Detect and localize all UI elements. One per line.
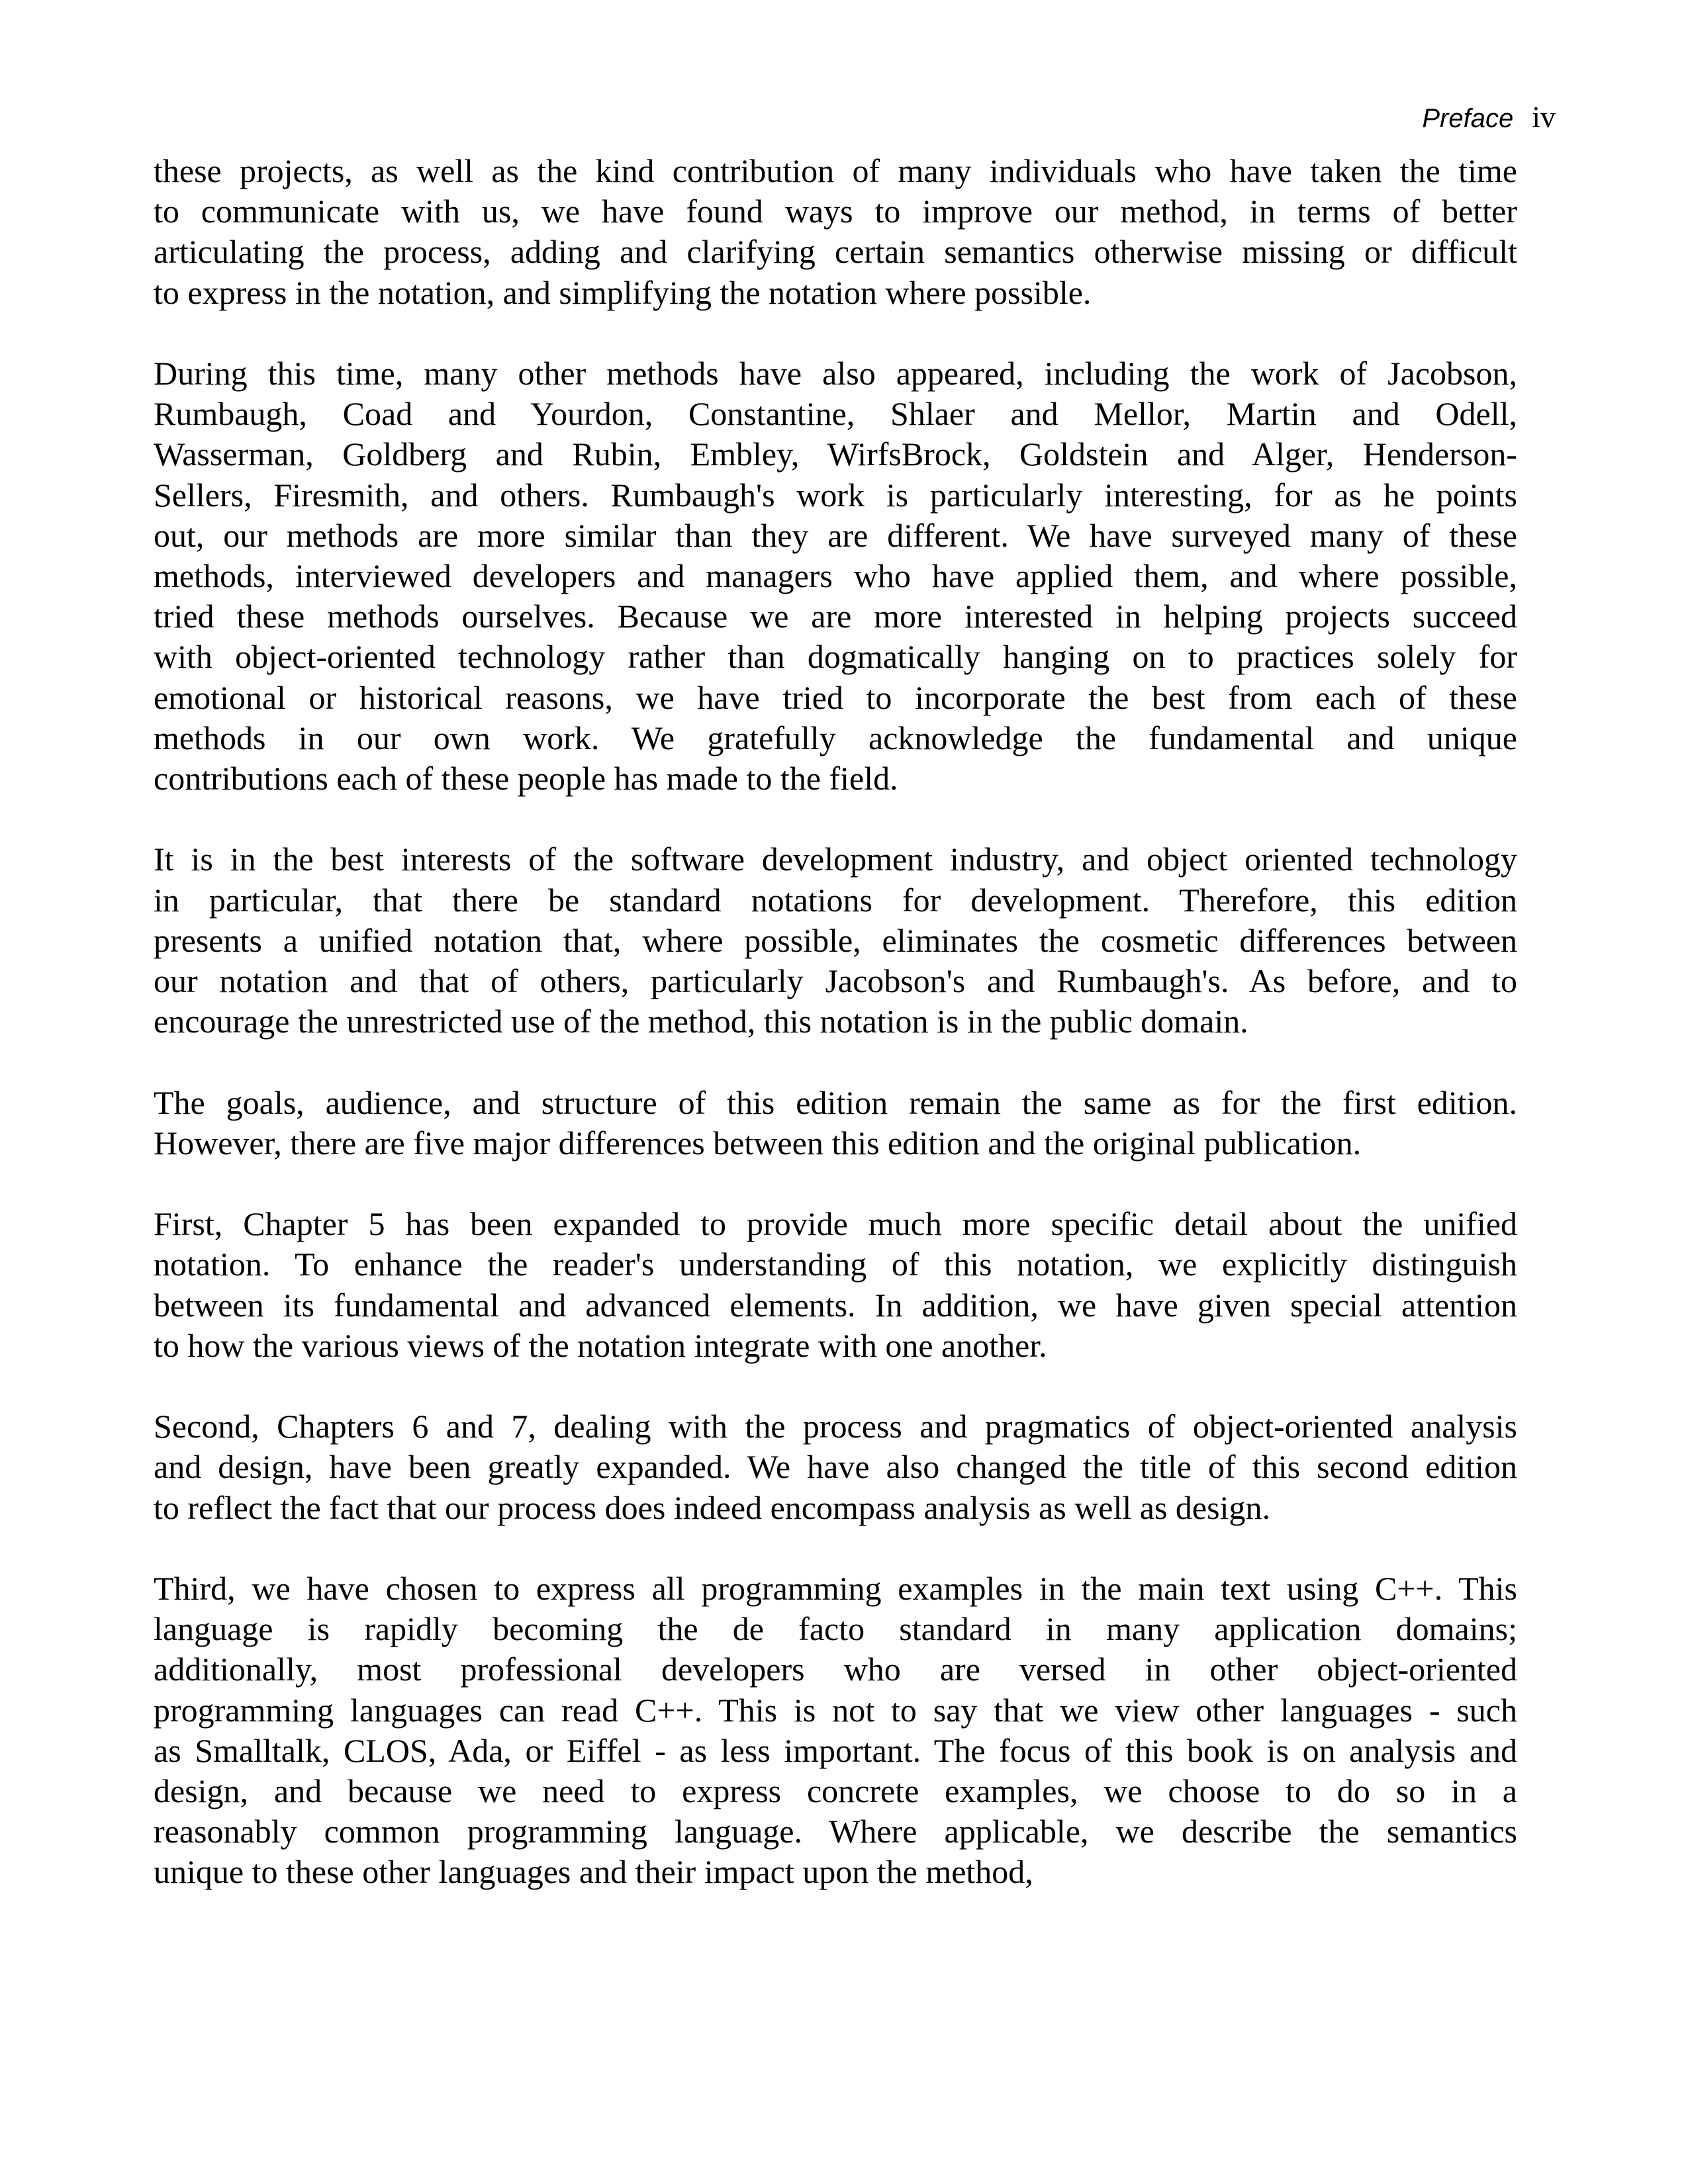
body-text [154, 151, 1517, 1933]
text-line: Third, we have chosen to express all programming examples in the main text using C++. This [154, 1570, 1517, 1608]
paragraph [154, 1204, 1517, 1366]
paragraph [154, 1083, 1517, 1163]
text-line: notation. To enhance the reader's understanding of this notation, we explicitly distinguish [154, 1246, 1517, 1283]
text-line: in particular, that there be standard notations for development. Therefore, this edition [154, 881, 1517, 919]
text-line: between its fundamental and advanced elements. In addition, we have given special attention [154, 1286, 1517, 1324]
paragraph [154, 1569, 1517, 1893]
text-line: additionally, most professional developers who are versed in other object-oriented [154, 1651, 1517, 1688]
text-line: Second, Chapters 6 and 7, dealing with the process and pragmatics of object-oriented analysis [154, 1408, 1517, 1445]
paragraph [154, 1406, 1517, 1528]
text-line: reasonably common programming language. Where applicable, we describe the semantics [154, 1813, 1517, 1850]
text-line: articulating the process, adding and clarifying certain semantics otherwise missing or difficult [154, 233, 1517, 271]
text-line: with object-oriented technology rather than dogmatically hanging on to practices solely for [154, 638, 1517, 676]
text-line: Rumbaugh, Coad and Yourdon, Constantine, Shlaer and Mellor, Martin and Odell, [154, 395, 1517, 433]
text-line: to communicate with us, we have found ways to improve our method, in terms of better [154, 193, 1517, 230]
text-line: Sellers, Firesmith, and others. Rumbaugh's work is particularly interesting, for as he points [154, 476, 1517, 514]
text-line: to reflect the fact that our process does indeed encompass analysis as well as design. [154, 1488, 1270, 1526]
text-line: programming languages can read C++. This is not to say that we view other languages - such [154, 1691, 1517, 1729]
page-number: iv [1532, 100, 1556, 134]
text-line: to how the various views of the notation integrate with one another. [154, 1326, 1047, 1364]
text-line: as Smalltalk, CLOS, Ada, or Eiffel - as less important. The focus of this book is on analysis and [154, 1731, 1517, 1769]
text-line: methods, interviewed developers and managers who have applied them, and where possible, [154, 557, 1517, 595]
running-header [1422, 99, 1556, 134]
paragraph [154, 839, 1517, 1042]
text-line: design, and because we need to express concrete examples, we choose to do so in a [154, 1772, 1517, 1810]
text-line: unique to these other languages and their impact upon the method, [154, 1853, 1033, 1891]
section-title: Preface [1422, 104, 1514, 133]
text-line: contributions each of these people has made to the field. [154, 760, 898, 797]
text-line: presents a unified notation that, where possible, eliminates the cosmetic differences between [154, 921, 1517, 959]
text-line: The goals, audience, and structure of this edition remain the same as for the first edition. [154, 1083, 1517, 1121]
text-line: During this time, many other methods have also appeared, including the work of Jacobson, [154, 355, 1517, 392]
paragraph [154, 353, 1517, 799]
text-line: emotional or historical reasons, we have tried to incorporate the best from each of these [154, 678, 1517, 716]
text-line: methods in our own work. We gratefully acknowledge the fundamental and unique [154, 719, 1517, 756]
text-line: tried these methods ourselves. Because we are more interested in helping projects succeed [154, 598, 1517, 635]
text-line: First, Chapter 5 has been expanded to provide much more specific detail about the unified [154, 1205, 1517, 1243]
text-line: It is in the best interests of the software development industry, and object oriented technology [154, 841, 1517, 878]
text-line: Wasserman, Goldberg and Rubin, Embley, WirfsBrock, Goldstein and Alger, Henderson- [154, 435, 1517, 473]
text-line: these projects, as well as the kind contribution of many individuals who have taken the time [154, 152, 1517, 189]
text-line: language is rapidly becoming the de facto standard in many application domains; [154, 1610, 1517, 1648]
text-line: and design, have been greatly expanded. We have also changed the title of this second edition [154, 1448, 1517, 1486]
text-line: to express in the notation, and simplifying the notation where possible. [154, 273, 1092, 311]
text-line: out, our methods are more similar than they are different. We have surveyed many of these [154, 516, 1517, 554]
text-line: our notation and that of others, particularly Jacobson's and Rumbaugh's. As before, and to [154, 962, 1517, 1000]
text-line: However, there are five major differences between this edition and the original publication. [154, 1124, 1362, 1161]
paragraph [154, 151, 1517, 313]
text-line: encourage the unrestricted use of the method, this notation is in the public domain. [154, 1003, 1248, 1040]
